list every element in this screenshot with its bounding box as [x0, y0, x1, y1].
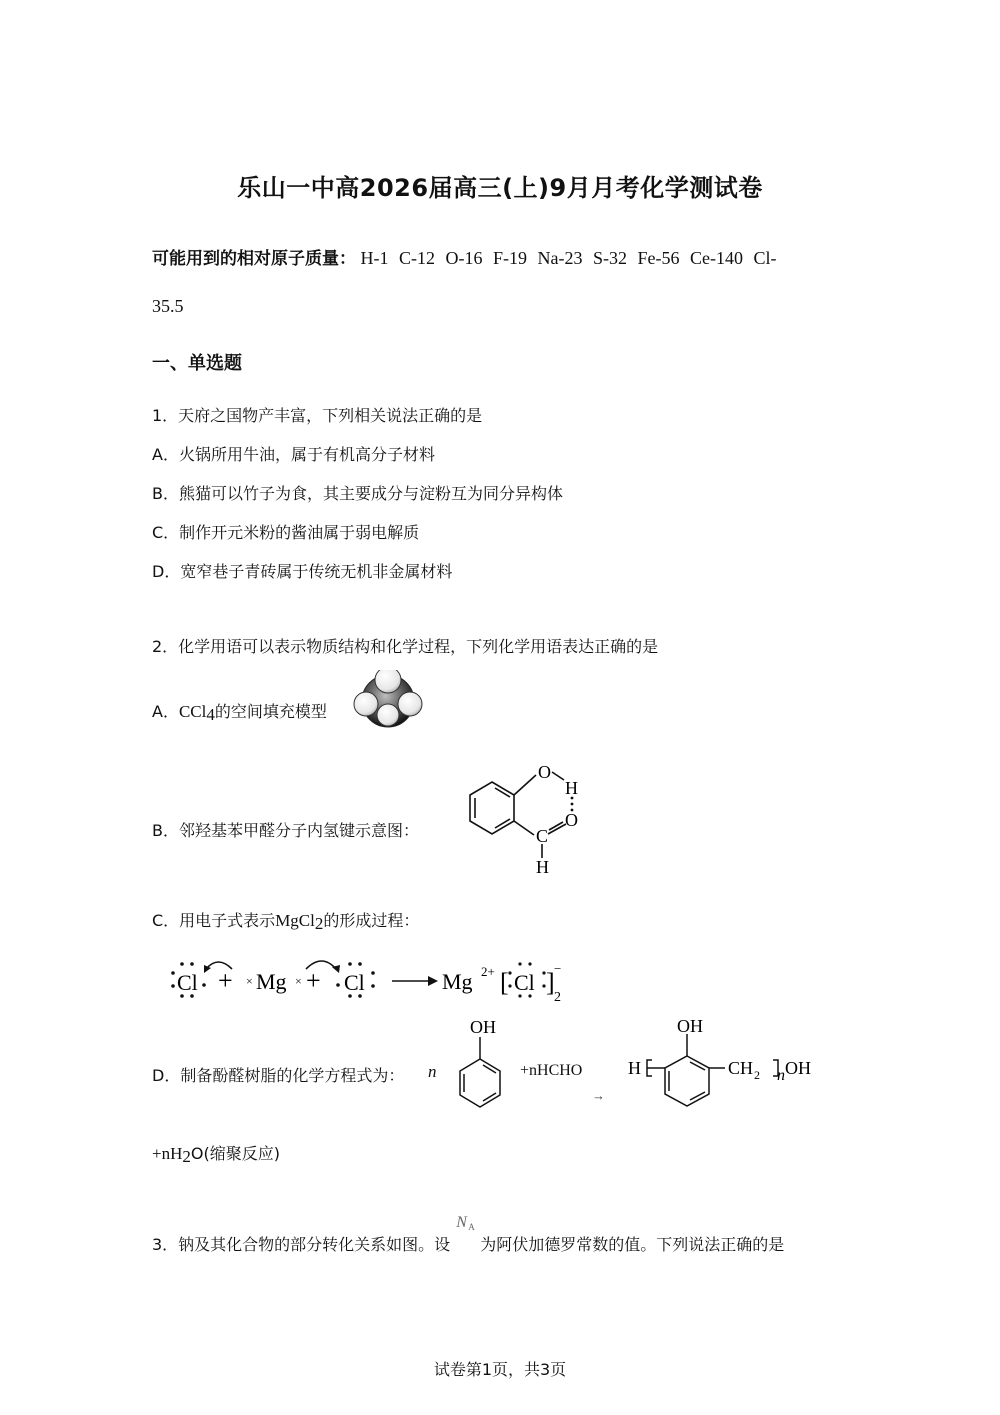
- na-main: N: [456, 1214, 467, 1231]
- page-title: 乐山一中高2026届高三(上)9月月考化学测试卷: [237, 174, 763, 202]
- hb-carbon: C: [536, 826, 549, 846]
- phenolic-resin-structure: [625, 1012, 820, 1117]
- resin-oh: OH: [677, 1016, 703, 1036]
- cl-ion: Cl: [514, 970, 535, 995]
- resin-oh-end: OH: [785, 1058, 811, 1078]
- mg-atom: Mg: [256, 969, 287, 994]
- ccl4-space-filling-model: [352, 670, 424, 732]
- q3-stem: [152, 1214, 785, 1255]
- q2-option-c: [152, 908, 419, 934]
- resin-h-end: H: [628, 1058, 641, 1078]
- q2-d-n: n: [428, 1062, 437, 1081]
- phenol-structure: [452, 1015, 512, 1115]
- cl-charge: −: [554, 961, 562, 976]
- section-title: 一、单选题: [152, 353, 242, 374]
- q2-a-sub: 4: [206, 705, 215, 724]
- q2-d-continued: [152, 1141, 280, 1167]
- plus-1: +: [218, 966, 233, 995]
- q2-d-after-prefix: +n: [152, 1144, 171, 1163]
- q2-option-a: [152, 699, 327, 725]
- bracket-right: ]: [546, 968, 555, 997]
- q2-d-arrow: →: [592, 1088, 605, 1103]
- phenol-oh: OH: [470, 1017, 496, 1037]
- q2-option-b: B．邻羟基苯甲醛分子内氢键示意图：: [152, 821, 419, 840]
- x-electron-right: ×: [295, 974, 302, 988]
- cl-right: Cl: [344, 970, 365, 995]
- q3-stem-b: 为阿伏加德罗常数的值。下列说法正确的是: [480, 1235, 785, 1254]
- q2-d-after-sub: 2: [182, 1147, 191, 1166]
- na-sub: A: [468, 1222, 475, 1232]
- q2-d-after-suffix: O(缩聚反应): [190, 1144, 280, 1163]
- q1-option-b: B．熊猫可以竹子为食，其主要成分与淀粉互为同分异构体: [152, 484, 563, 503]
- atomic-mass-continued: 35.5: [152, 296, 184, 316]
- hb-oxygen-top: O: [538, 762, 551, 782]
- q2-c-prefix: C．用电子式表示: [152, 911, 276, 930]
- avogadro-symbol: [454, 1214, 480, 1250]
- resin-ch-sub: 2: [754, 1068, 760, 1082]
- plus-2: +: [306, 966, 321, 995]
- q2-option-d: D．制备酚醛树脂的化学方程式为：: [152, 1066, 405, 1085]
- q3-stem-a: 3．钠及其化合物的部分转化关系如图。设: [152, 1235, 451, 1254]
- x-electron-left: ×: [246, 974, 253, 988]
- mg-charge: 2+: [481, 964, 495, 979]
- hb-hydrogen-top: H: [565, 778, 578, 798]
- q1-option-d: D．宽窄巷子青砖属于传统无机非金属材料: [152, 562, 453, 581]
- q2-c-formula: MgCl: [275, 911, 315, 930]
- q2-d-after-formula: H: [170, 1144, 183, 1163]
- atomic-mass-label: 可能用到的相对原子质量：: [152, 249, 356, 269]
- bracket-left: [: [500, 968, 509, 997]
- q1-stem: 1．天府之国物产丰富，下列相关说法正确的是: [152, 406, 483, 425]
- atomic-mass-values: H-1 C-12 O-16 F-19 Na-23 S-32 Fe-56 Ce-140 Cl-: [360, 248, 777, 268]
- q2-c-suffix: 的形成过程：: [323, 911, 420, 930]
- cl-left: Cl: [177, 970, 198, 995]
- q2-a-suffix: 的空间填充模型: [214, 702, 327, 721]
- q1-option-a: A．火锅所用牛油，属于有机高分子材料: [152, 445, 435, 464]
- q2-a-prefix: A．: [152, 702, 179, 721]
- mg-ion: Mg: [442, 969, 473, 994]
- resin-ch: CH: [728, 1058, 754, 1078]
- hb-hydrogen-bottom: H: [536, 857, 549, 877]
- mgcl2-electron-formula: [160, 945, 580, 1011]
- atomic-mass-line: [152, 244, 776, 269]
- q2-c-sub: 2: [314, 914, 324, 933]
- hydrogen-bond-diagram: [452, 758, 592, 880]
- resin-n: n: [777, 1067, 785, 1084]
- cl-count: 2: [554, 990, 561, 1005]
- q2-a-formula: CCl: [178, 702, 207, 721]
- q2-d-reagent: +nHCHO: [520, 1062, 583, 1079]
- page-footer: 试卷第1页，共3页: [433, 1360, 567, 1379]
- q1-option-c: C．制作开元米粉的酱油属于弱电解质: [152, 523, 420, 542]
- q2-stem: 2．化学用语可以表示物质结构和化学过程，下列化学用语表达正确的是: [152, 637, 659, 656]
- hb-oxygen-carbonyl: O: [565, 810, 578, 830]
